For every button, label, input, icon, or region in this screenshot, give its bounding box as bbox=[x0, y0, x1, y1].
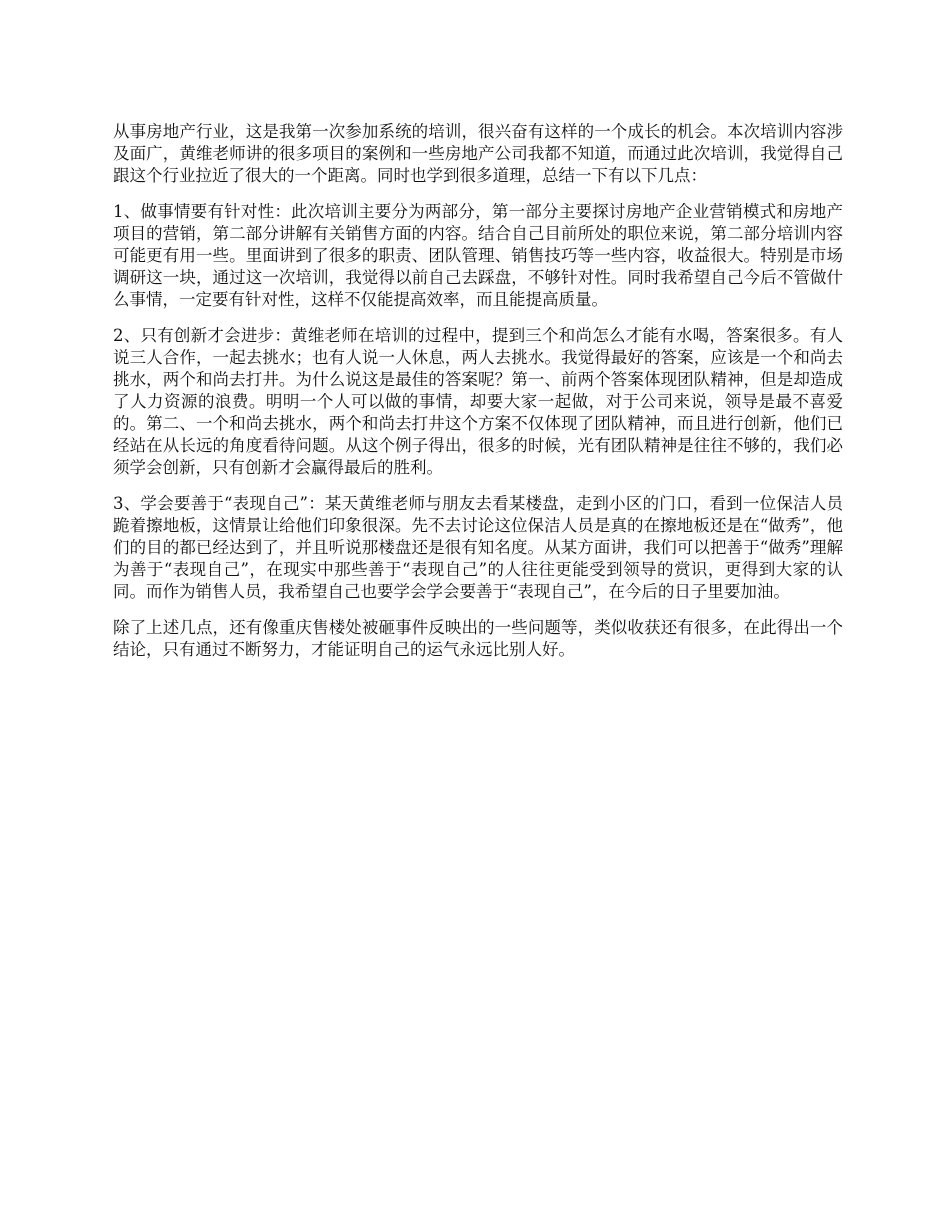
intro-paragraph: 从事房地产行业，这是我第一次参加系统的培训，很兴奋有这样的一个成长的机会。本次培训内容涉及面广，黄维老师讲的很多项目的案例和一些房地产公司我都不知道，而通过此次培训，我觉得自己跟这个行业拉近了很大的一个距离。同时也学到很多道理，总结一下有以下几点： bbox=[113, 122, 843, 185]
document-page bbox=[113, 121, 843, 675]
point-2-paragraph: 2、只有创新才会进步：黄维老师在培训的过程中，提到三个和尚怎么才能有水喝，答案很多。有人说三人合作，一起去挑水；也有人说一人休息，两人去挑水。我觉得最好的答案，应该是一个和尚去挑水，两个和尚去打井。为什么说这是最佳的答案呢？第一、前两个答案体现团队精神，但是却造成了人力资源的浪费。明明一个人可以做的事情，却要大家一起做，对于公司来说，领导是最不喜爱的。第二、一个和尚去挑水，两个和尚去打井这个方案不仅体现了团队精神，而且进行创新，他们已经站在从长远的角度看待问题。从这个例子得出，很多的时候，光有团队精神是往往不够的，我们必须学会创新，只有创新才会赢得最后的胜利。 bbox=[113, 326, 843, 477]
point-3-paragraph: 3、学会要善于“表现自己”：某天黄维老师与朋友去看某楼盘，走到小区的门口，看到一位保洁人员跪着擦地板，这情景让给他们印象很深。先不去讨论这位保洁人员是真的在擦地板还是在“做秀”，他们的目的都已经达到了，并且听说那楼盘还是很有知名度。从某方面讲，我们可以把善于“做秀”理解为善于“表现自己”，在现实中那些善于“表现自己”的人往往更能受到领导的赏识，更得到大家的认同。而作为销售人员，我希望自己也要学会学会要善于“表现自己”，在今后的日子里要加油。 bbox=[113, 494, 843, 601]
conclusion-paragraph: 除了上述几点，还有像重庆售楼处被砸事件反映出的一些问题等，类似收获还有很多，在此得出一个结论，只有通过不断努力，才能证明自己的运气永远比别人好。 bbox=[113, 618, 843, 659]
point-1-paragraph: 1、做事情要有针对性：此次培训主要分为两部分，第一部分主要探讨房地产企业营销模式和房地产项目的营销，第二部分讲解有关销售方面的内容。结合自己目前所处的职位来说，第二部分培训内容可能更有用一些。里面讲到了很多的职责、团队管理、销售技巧等一些内容，收益很大。特别是市场调研这一块，通过这一次培训，我觉得以前自己去踩盘，不够针对性。同时我希望自己今后不管做什么事情，一定要有针对性，这样不仅能提高效率，而且能提高质量。 bbox=[113, 202, 843, 309]
